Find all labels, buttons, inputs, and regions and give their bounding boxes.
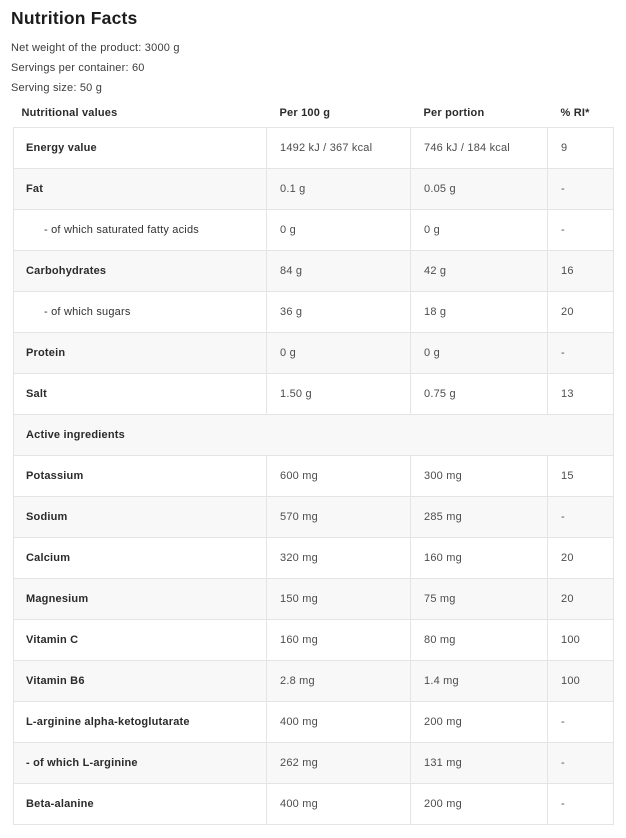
row-value-per100: 160 mg	[267, 620, 411, 661]
row-value-per100: 0.1 g	[267, 169, 411, 210]
row-label: Fat	[14, 169, 267, 210]
row-value-per100: 2.8 mg	[267, 661, 411, 702]
row-value-ri: -	[548, 333, 614, 374]
row-value-portion: 200 mg	[411, 702, 548, 743]
page-title: Nutrition Facts	[11, 8, 138, 28]
row-value-ri: 20	[548, 538, 614, 579]
column-header-ri: % RI*	[560, 106, 590, 119]
row-value-portion: 42 g	[411, 251, 548, 292]
table-row	[14, 374, 614, 415]
table-row	[14, 292, 614, 333]
row-value-ri: 20	[548, 579, 614, 620]
row-value-per100: 262 mg	[267, 743, 411, 784]
table-row	[14, 169, 614, 210]
table-row	[14, 251, 614, 292]
row-value-ri: 20	[548, 292, 614, 333]
row-value-per100: 320 mg	[267, 538, 411, 579]
row-value-portion: 18 g	[411, 292, 548, 333]
row-value-portion: 285 mg	[411, 497, 548, 538]
table-row	[14, 128, 614, 169]
row-value-ri: 100	[548, 620, 614, 661]
row-label: Calcium	[14, 538, 267, 579]
section-label: Active ingredients	[14, 415, 614, 456]
row-value-per100: 0 g	[267, 210, 411, 251]
row-value-ri: -	[548, 497, 614, 538]
row-value-per100: 570 mg	[267, 497, 411, 538]
row-value-ri: 13	[548, 374, 614, 415]
nutrition-table-body	[14, 128, 614, 825]
row-value-per100: 36 g	[267, 292, 411, 333]
row-value-portion: 200 mg	[411, 784, 548, 825]
table-row	[14, 620, 614, 661]
serving-size-text: Serving size: 50 g	[11, 82, 103, 94]
table-row	[14, 456, 614, 497]
row-label: Beta-alanine	[14, 784, 267, 825]
row-label: Protein	[14, 333, 267, 374]
row-value-portion: 75 mg	[411, 579, 548, 620]
row-value-ri: -	[548, 784, 614, 825]
row-value-per100: 150 mg	[267, 579, 411, 620]
row-value-per100: 84 g	[267, 251, 411, 292]
row-value-portion: 0.75 g	[411, 374, 548, 415]
row-label: Carbohydrates	[14, 251, 267, 292]
column-header-nutritional-values: Nutritional values	[21, 106, 118, 119]
row-value-portion: 1.4 mg	[411, 661, 548, 702]
row-value-portion: 0 g	[411, 210, 548, 251]
row-value-ri: -	[548, 702, 614, 743]
row-value-portion: 80 mg	[411, 620, 548, 661]
net-weight-text: Net weight of the product: 3000 g	[11, 42, 180, 54]
row-value-ri: -	[548, 169, 614, 210]
table-row	[14, 579, 614, 620]
table-row	[14, 784, 614, 825]
row-label: Vitamin C	[14, 620, 267, 661]
table-row	[14, 661, 614, 702]
row-label: - of which L-arginine	[14, 743, 267, 784]
row-label: Vitamin B6	[14, 661, 267, 702]
row-value-ri: 15	[548, 456, 614, 497]
header-row	[14, 98, 614, 128]
row-value-per100: 400 mg	[267, 784, 411, 825]
row-label: - of which sugars	[14, 292, 267, 333]
row-value-portion: 160 mg	[411, 538, 548, 579]
row-label: Energy value	[14, 128, 267, 169]
table-row	[14, 497, 614, 538]
row-value-portion: 0.05 g	[411, 169, 548, 210]
servings-per-container-text: Servings per container: 60	[11, 62, 145, 74]
row-value-portion: 300 mg	[411, 456, 548, 497]
row-label: Salt	[14, 374, 267, 415]
product-meta	[11, 38, 626, 98]
row-value-portion: 746 kJ / 184 kcal	[411, 128, 548, 169]
row-value-ri: 100	[548, 661, 614, 702]
row-value-ri: -	[548, 743, 614, 784]
row-label: L-arginine alpha-ketoglutarate	[14, 702, 267, 743]
table-row	[14, 538, 614, 579]
row-value-portion: 131 mg	[411, 743, 548, 784]
nutrition-table	[13, 98, 614, 825]
row-value-ri: 16	[548, 251, 614, 292]
row-value-ri: 9	[548, 128, 614, 169]
column-header-per-portion: Per portion	[423, 106, 485, 119]
column-header-per-100g: Per 100 g	[279, 106, 331, 119]
row-label: Sodium	[14, 497, 267, 538]
table-row	[14, 702, 614, 743]
section-row	[14, 415, 614, 456]
row-value-per100: 1492 kJ / 367 kcal	[267, 128, 411, 169]
row-value-per100: 0 g	[267, 333, 411, 374]
row-label: Magnesium	[14, 579, 267, 620]
row-label: - of which saturated fatty acids	[14, 210, 267, 251]
table-row	[14, 743, 614, 784]
row-value-per100: 1.50 g	[267, 374, 411, 415]
row-value-per100: 400 mg	[267, 702, 411, 743]
row-label: Potassium	[14, 456, 267, 497]
row-value-per100: 600 mg	[267, 456, 411, 497]
row-value-portion: 0 g	[411, 333, 548, 374]
table-row	[14, 333, 614, 374]
row-value-ri: -	[548, 210, 614, 251]
table-row	[14, 210, 614, 251]
nutrition-table-header	[14, 98, 614, 128]
